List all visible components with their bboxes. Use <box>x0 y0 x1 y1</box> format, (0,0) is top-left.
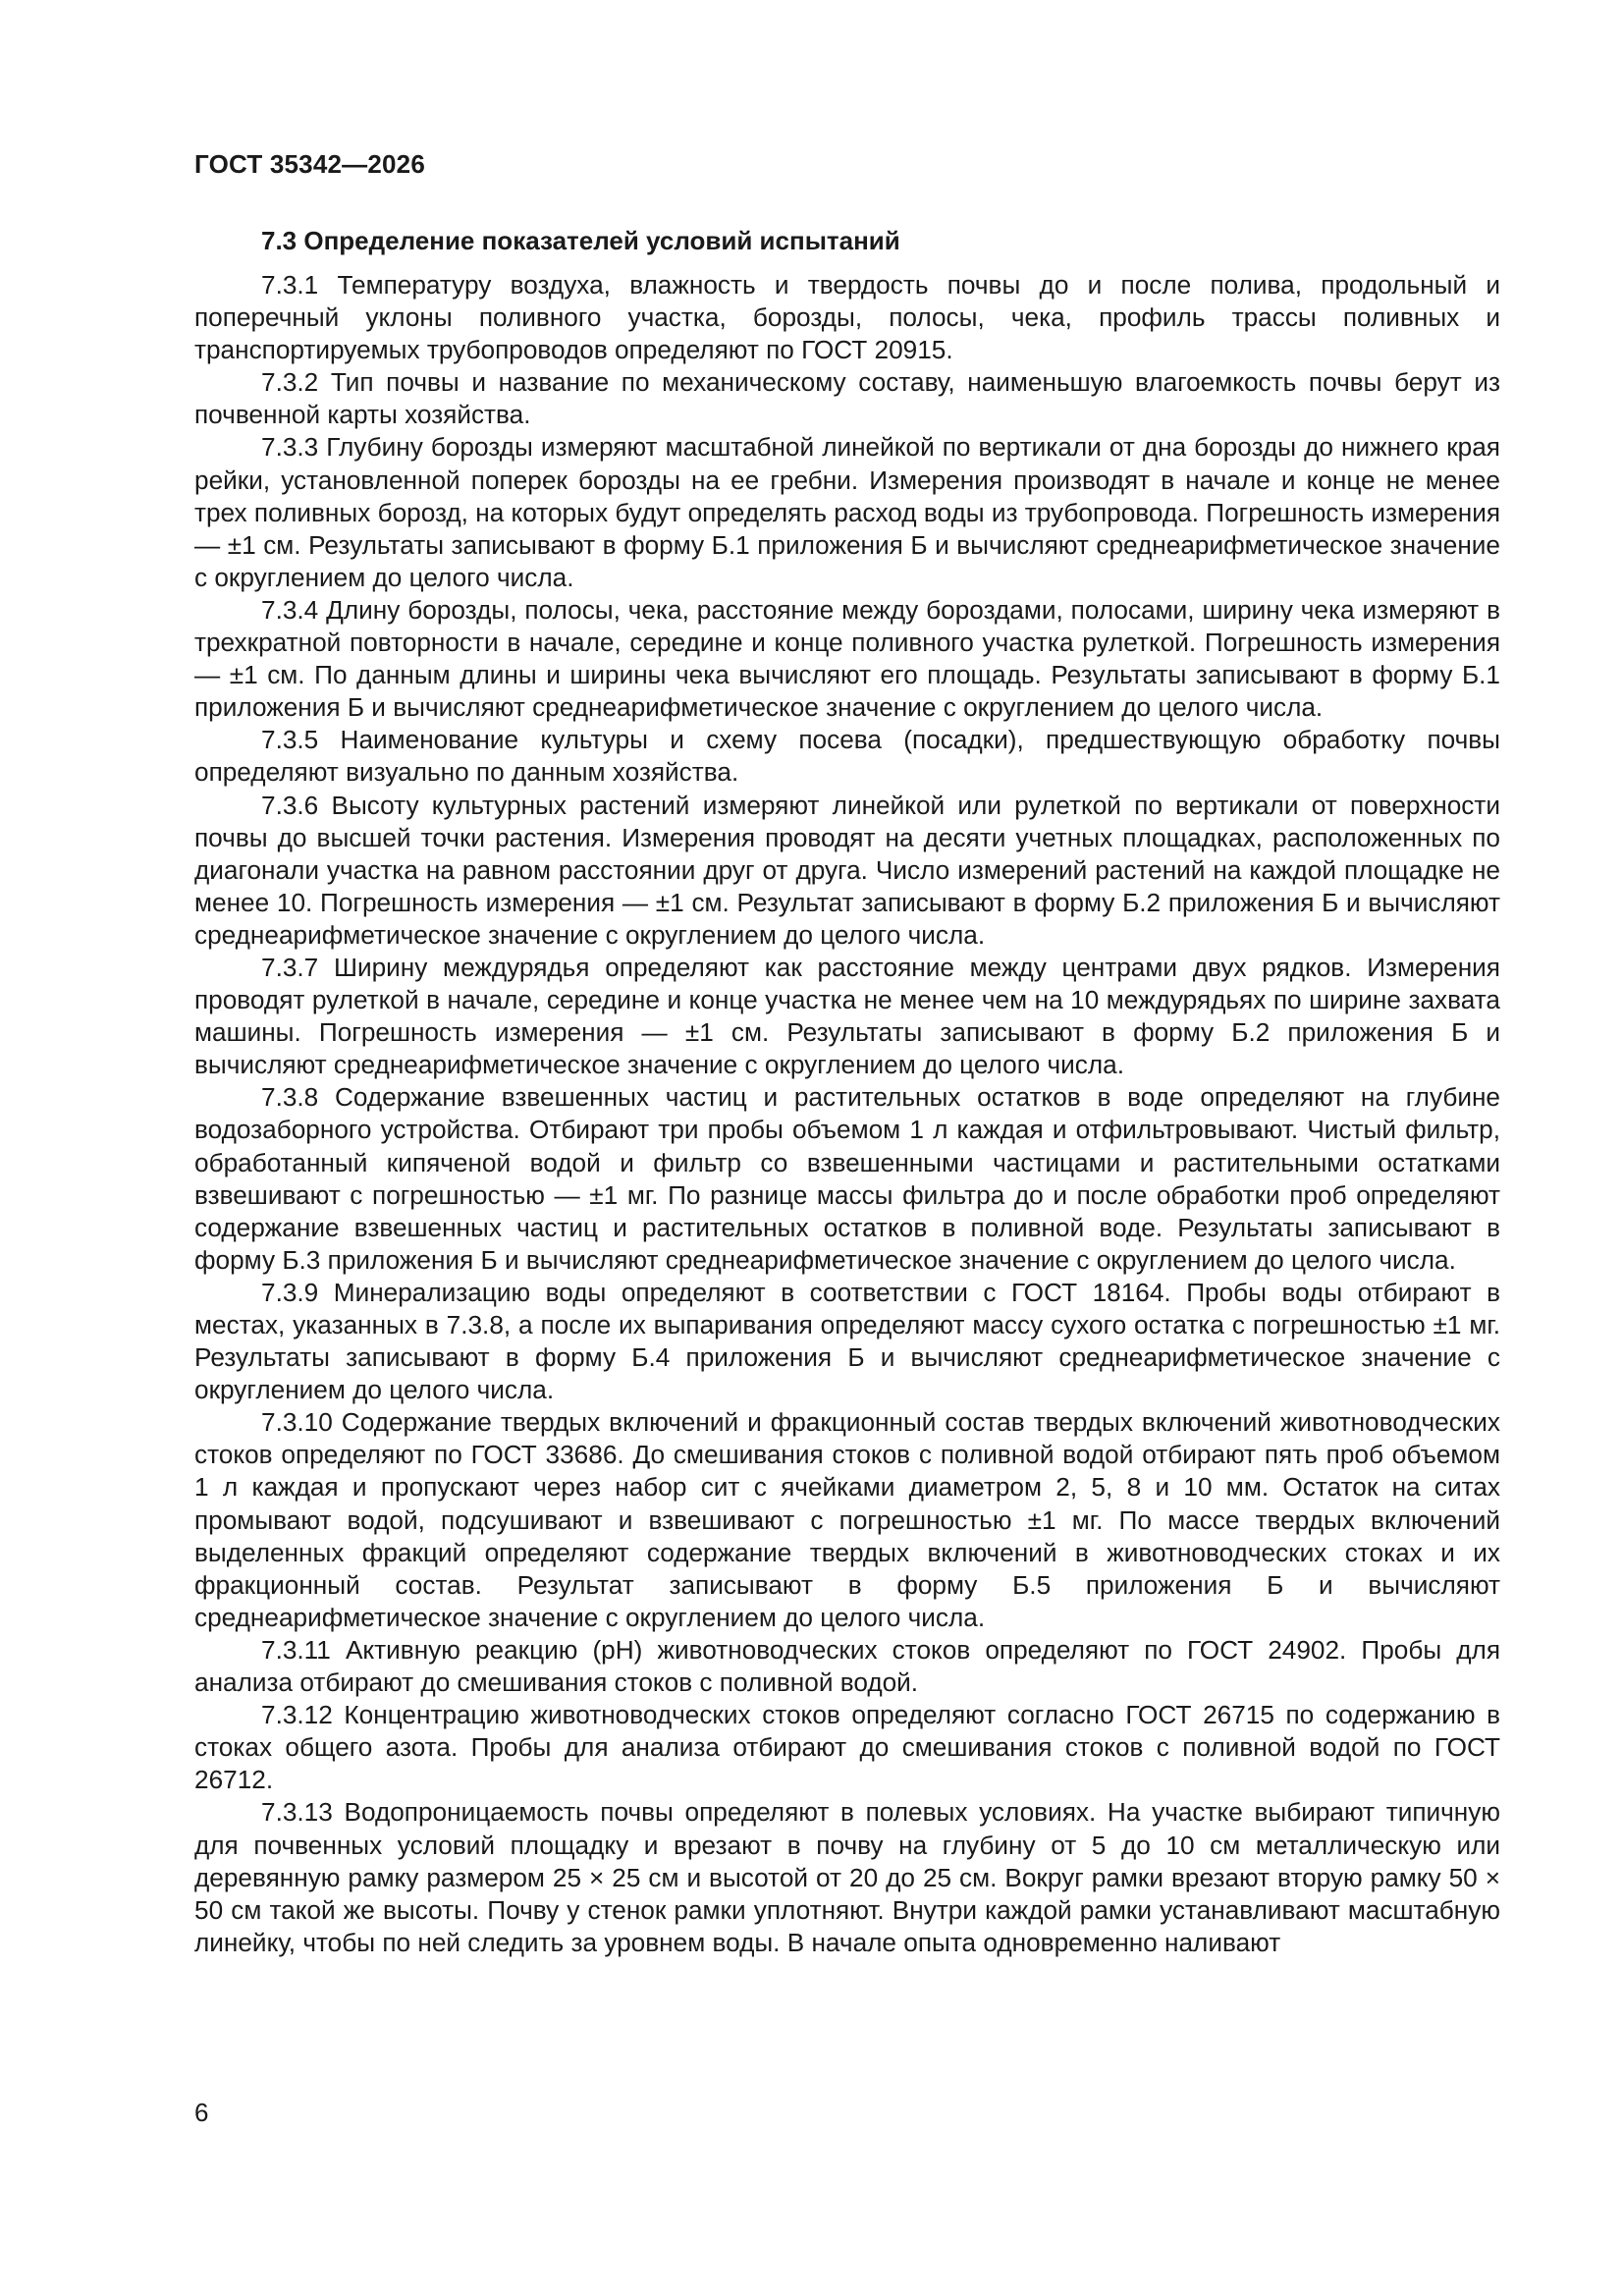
section-body <box>194 269 1500 1959</box>
paragraph-7-3-10: 7.3.10 Содержание твердых включений и фракционный состав твердых включений животноводческих стоков определяют по ГОСТ 33686. До смешивания стоков с поливной водой отбирают пять проб объемом 1 л каждая и пропускают через набор сит с ячейками диаметром 2, 5, 8 и 10 мм. Остаток на ситах промывают водой, подсушивают и взвешивают с погрешностью ±1 мг. По массе твердых включений выделенных фракций определяют содержание твердых включений в животноводческих стоках и их фракционный состав. Результат записывают в форму Б.5 приложения Б и вычисляют среднеарифметическое значение с округлением до целого числа. <box>194 1407 1500 1632</box>
document-code-header: ГОСТ 35342—2026 <box>194 149 425 179</box>
paragraph-7-3-12: 7.3.12 Концентрацию животноводческих стоков определяют согласно ГОСТ 26715 по содержанию в стоках общего азота. Пробы для анализа отбирают до смешивания стоков с поливной водой по ГОСТ 26712. <box>194 1700 1500 1795</box>
paragraph-7-3-13: 7.3.13 Водопроницаемость почвы определяют в полевых условиях. На участке выбирают типичную для почвенных условий площадку и врезают в почву на глубину от 5 до 10 см металлическую или деревянную рамку размером 25 × 25 см и высотой от 20 до 25 см. Вокруг рамки врезают вторую рамку 50 × 50 см такой же высоты. Почву у стенок рамки уплотняют. Внутри каждой рамки устанавливают масштабную линейку, чтобы по ней следить за уровнем воды. В начале опыта одновременно наливают <box>194 1797 1500 1957</box>
paragraph-7-3-4: 7.3.4 Длину борозды, полосы, чека, расстояние между бороздами, полосами, ширину чека измеряют в трехкратной повторности в начале, середине и конце поливного участка рулеткой. Погрешность измерения — ±1 см. По данным длины и ширины чека вычисляют его площадь. Результаты записывают в форму Б.1 приложения Б и вычисляют среднеарифметическое значение с округлением до целого числа. <box>194 594 1500 723</box>
paragraph-7-3-1: 7.3.1 Температуру воздуха, влажность и твердость почвы до и после полива, продольный и поперечный уклоны поливного участка, борозды, полосы, чека, профиль трассы поливных и транспортируемых трубопроводов определяют по ГОСТ 20915. <box>194 270 1500 365</box>
paragraph-7-3-11: 7.3.11 Активную реакцию (рН) животноводческих стоков определяют по ГОСТ 24902. Пробы для анализа отбирают до смешивания стоков с поливной водой. <box>194 1634 1500 1698</box>
paragraph-7-3-6: 7.3.6 Высоту культурных растений измеряют линейкой или рулеткой по вертикали от поверхности почвы до высшей точки растения. Измерения проводят на десяти учетных площадках, расположенных по диагонали участка на равном расстоянии друг от друга. Число измерений растений на каждой площадке не менее 10. Погрешность измерения — ±1 см. Результат записывают в форму Б.2 приложения Б и вычисляют среднеарифметическое значение с округлением до целого числа. <box>194 790 1500 950</box>
page-number: 6 <box>194 2098 209 2127</box>
section-title: 7.3 Определение показателей условий испытаний <box>261 226 900 255</box>
paragraph-7-3-7: 7.3.7 Ширину междурядья определяют как расстояние между центрами двух рядков. Измерения проводят рулеткой в начале, середине и конце участка не менее чем на 10 междурядьях по ширине захвата машины. Погрешность измерения — ±1 см. Результаты записывают в форму Б.2 приложения Б и вычисляют среднеарифметическое значение с округлением до целого числа. <box>194 952 1500 1080</box>
paragraph-7-3-9: 7.3.9 Минерализацию воды определяют в соответствии с ГОСТ 18164. Пробы воды отбирают в местах, указанных в 7.3.8, а после их выпаривания определяют массу сухого остатка с погрешностью ±1 мг. Результаты записывают в форму Б.4 приложения Б и вычисляют среднеарифметическое значение с округлением до целого числа. <box>194 1277 1500 1405</box>
paragraph-7-3-8: 7.3.8 Содержание взвешенных частиц и растительных остатков в воде определяют на глубине водозаборного устройства. Отбирают три пробы объемом 1 л каждая и отфильтровывают. Чистый фильтр, обработанный кипяченой водой и фильтр со взвешенными частицами и растительными остатками взвешивают с погрешностью — ±1 мг. По разнице массы фильтра до и после обработки проб определяют содержание взвешенных частиц и растительных остатков в поливной воде. Результаты записывают в форму Б.3 приложения Б и вычисляют среднеарифметическое значение с округлением до целого числа. <box>194 1082 1500 1275</box>
paragraph-7-3-5: 7.3.5 Наименование культуры и схему посева (посадки), предшествующую обработку почвы определяют визуально по данным хозяйства. <box>194 725 1500 788</box>
paragraph-7-3-2: 7.3.2 Тип почвы и название по механическому составу, наименьшую влагоемкость почвы берут из почвенной карты хозяйства. <box>194 367 1500 430</box>
paragraph-7-3-3: 7.3.3 Глубину борозды измеряют масштабной линейкой по вертикали от дна борозды до нижнего края рейки, установленной поперек борозды на ее гребни. Измерения производят в начале и конце не менее трех поливных борозд, на которых будут определять расход воды из трубопровода. Погрешность измерения — ±1 см. Результаты записывают в форму Б.1 приложения Б и вычисляют среднеарифметическое значение с округлением до целого числа. <box>194 432 1500 592</box>
